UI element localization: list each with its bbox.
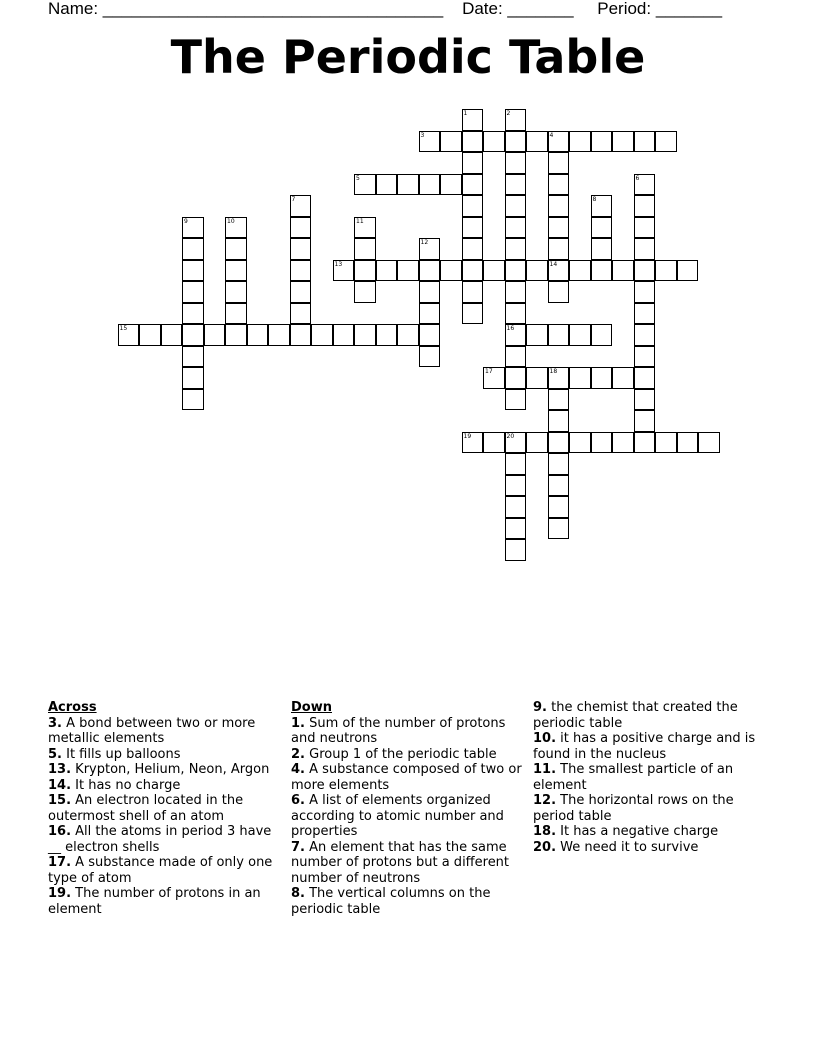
grid-cell[interactable] bbox=[548, 217, 570, 239]
clue-item-text: it has a positive charge and is found in the nucleus bbox=[533, 731, 756, 762]
clue-number: 15 bbox=[119, 325, 128, 332]
page-title: The Periodic Table bbox=[170, 30, 646, 84]
clue-item-text: A substance composed of two or more elements bbox=[291, 762, 522, 793]
grid-cell[interactable] bbox=[569, 432, 591, 454]
clue-item-number: 6. bbox=[291, 793, 305, 808]
clue-item-number: 17. bbox=[48, 855, 72, 870]
grid-cell[interactable] bbox=[419, 260, 441, 282]
grid-cell[interactable] bbox=[612, 260, 634, 282]
grid-cell[interactable] bbox=[462, 281, 484, 303]
grid-cell[interactable] bbox=[698, 432, 720, 454]
grid-cell[interactable] bbox=[526, 324, 548, 346]
clue-item-text: We need it to survive bbox=[556, 839, 699, 855]
clue-item bbox=[533, 700, 763, 731]
grid-cell[interactable] bbox=[548, 475, 570, 497]
clue-item-number: 3. bbox=[48, 715, 62, 731]
grid-cell[interactable] bbox=[591, 238, 613, 260]
clue-item bbox=[291, 762, 527, 793]
grid-cell[interactable] bbox=[333, 324, 355, 346]
across-clues bbox=[48, 700, 273, 917]
clue-number: 11 bbox=[356, 217, 364, 225]
clue-item bbox=[533, 762, 763, 793]
grid-cell[interactable] bbox=[677, 432, 699, 454]
clue-item bbox=[48, 778, 273, 794]
grid-cell[interactable] bbox=[483, 131, 505, 153]
grid-cell[interactable] bbox=[139, 324, 161, 346]
grid-cell[interactable] bbox=[591, 131, 613, 153]
grid-cell[interactable] bbox=[182, 303, 204, 325]
grid-cell[interactable] bbox=[612, 367, 634, 389]
grid-cell[interactable] bbox=[161, 324, 183, 346]
clue-item-text: Krypton, Helium, Neon, Argon bbox=[71, 762, 270, 777]
clue-number: 8 bbox=[592, 196, 597, 203]
clue-item bbox=[533, 793, 763, 824]
clue-item-text: All the atoms in period 3 have __ electron shells bbox=[48, 824, 272, 855]
grid-cell[interactable] bbox=[548, 389, 570, 411]
grid-cell[interactable] bbox=[505, 281, 527, 303]
grid-cell[interactable] bbox=[182, 260, 204, 282]
grid-cell[interactable] bbox=[548, 281, 570, 303]
clue-item bbox=[291, 716, 527, 747]
clue-item-text: the chemist that created the periodic table bbox=[533, 700, 738, 731]
grid-cell[interactable] bbox=[397, 174, 419, 196]
grid-cell[interactable] bbox=[634, 281, 656, 303]
grid-cell[interactable] bbox=[634, 195, 656, 217]
grid-cell[interactable] bbox=[634, 410, 656, 432]
grid-cell[interactable] bbox=[548, 496, 570, 518]
clue-number: 20 bbox=[506, 432, 515, 440]
grid-cell[interactable] bbox=[419, 324, 441, 346]
clue-item bbox=[291, 747, 527, 763]
clue-item-number: 20. bbox=[533, 839, 557, 855]
grid-cell[interactable] bbox=[655, 131, 677, 153]
clue-item-number: 11. bbox=[533, 762, 557, 777]
grid-cell[interactable] bbox=[548, 324, 570, 346]
grid-cell[interactable] bbox=[247, 324, 269, 346]
grid-cell[interactable] bbox=[354, 324, 376, 346]
clue-item bbox=[533, 824, 763, 840]
clue-item bbox=[533, 840, 763, 856]
clue-item-text: It has a negative charge bbox=[556, 824, 719, 839]
grid-cell[interactable] bbox=[505, 389, 527, 411]
grid-cell[interactable] bbox=[225, 238, 247, 260]
grid-cell[interactable] bbox=[354, 260, 376, 282]
grid-cell[interactable] bbox=[591, 217, 613, 239]
clue-item-text: A list of elements organized according to atomic number and properties bbox=[291, 793, 504, 839]
grid-cell[interactable] bbox=[462, 303, 484, 325]
clue-number: 14 bbox=[549, 260, 558, 268]
clue-item bbox=[48, 855, 273, 886]
clue-item bbox=[48, 824, 273, 855]
grid-cell[interactable] bbox=[505, 131, 527, 153]
grid-cell[interactable] bbox=[483, 432, 505, 454]
clue-item bbox=[291, 840, 527, 887]
clue-item-number: 12. bbox=[533, 793, 557, 808]
clue-item-text: The vertical columns on the periodic table bbox=[291, 886, 491, 917]
period-field[interactable]: Period: _______ bbox=[597, 0, 723, 18]
clue-number: 5 bbox=[356, 174, 360, 182]
clue-item-number: 18. bbox=[533, 824, 557, 839]
name-field[interactable]: Name: ____________________________________ bbox=[48, 0, 444, 18]
grid-cell[interactable] bbox=[225, 303, 247, 325]
grid-cell[interactable] bbox=[268, 324, 290, 346]
grid-cell[interactable] bbox=[526, 432, 548, 454]
grid-cell[interactable] bbox=[634, 389, 656, 411]
grid-cell[interactable] bbox=[505, 539, 527, 561]
grid-cell[interactable] bbox=[225, 324, 247, 346]
grid-cell[interactable] bbox=[505, 217, 527, 239]
grid-cell[interactable] bbox=[419, 346, 441, 368]
clue-item bbox=[48, 716, 273, 747]
clue-number: 6 bbox=[635, 174, 640, 182]
clue-number: 10 bbox=[227, 217, 235, 225]
grid-cell[interactable] bbox=[440, 174, 462, 196]
grid-cell[interactable] bbox=[526, 367, 548, 389]
clue-item-number: 8. bbox=[291, 886, 305, 901]
grid-cell[interactable] bbox=[612, 432, 634, 454]
grid-cell[interactable] bbox=[290, 324, 312, 346]
grid-cell[interactable] bbox=[526, 131, 548, 153]
down-clues bbox=[291, 700, 527, 917]
clue-item bbox=[48, 747, 273, 763]
grid-cell[interactable] bbox=[440, 260, 462, 282]
grid-cell[interactable] bbox=[505, 238, 527, 260]
grid-cell[interactable] bbox=[290, 303, 312, 325]
clue-item-text: An element that has the same number of protons but a different number of neutrons bbox=[291, 839, 510, 886]
across-heading: Across bbox=[48, 700, 97, 715]
grid-cell[interactable] bbox=[483, 260, 505, 282]
grid-cell[interactable] bbox=[505, 152, 527, 174]
grid-cell[interactable] bbox=[548, 432, 570, 454]
clue-item-number: 9. bbox=[533, 700, 547, 715]
grid-cell[interactable] bbox=[419, 174, 441, 196]
grid-cell[interactable] bbox=[419, 303, 441, 325]
grid-cell[interactable] bbox=[290, 260, 312, 282]
grid-cell[interactable] bbox=[634, 260, 656, 282]
grid-cell[interactable] bbox=[462, 217, 484, 239]
grid-cell[interactable] bbox=[462, 238, 484, 260]
clue-item-number: 10. bbox=[533, 731, 557, 746]
grid-cell[interactable] bbox=[569, 131, 591, 153]
grid-cell[interactable] bbox=[419, 281, 441, 303]
grid-cell[interactable] bbox=[634, 346, 656, 368]
clue-item bbox=[48, 762, 273, 778]
down-heading: Down bbox=[291, 700, 332, 715]
down-clues-continued bbox=[533, 700, 763, 855]
grid-cell[interactable] bbox=[569, 367, 591, 389]
grid-cell[interactable] bbox=[462, 174, 484, 196]
grid-cell[interactable] bbox=[655, 260, 677, 282]
grid-cell[interactable] bbox=[505, 453, 527, 475]
clue-number: 1 bbox=[463, 110, 468, 117]
clue-item-number: 15. bbox=[48, 793, 72, 808]
clue-number: 17 bbox=[485, 368, 493, 375]
grid-cell[interactable] bbox=[548, 518, 570, 540]
clue-item-number: 2. bbox=[291, 746, 305, 762]
grid-cell[interactable] bbox=[182, 238, 204, 260]
grid-cell[interactable] bbox=[634, 238, 656, 260]
clue-number: 18 bbox=[549, 368, 558, 375]
grid-cell[interactable] bbox=[634, 432, 656, 454]
grid-cell[interactable] bbox=[526, 260, 548, 282]
grid-cell[interactable] bbox=[290, 238, 312, 260]
clue-item-text: It has no charge bbox=[71, 777, 181, 793]
clue-item-text: Group 1 of the periodic table bbox=[304, 746, 497, 762]
grid-cell[interactable] bbox=[505, 475, 527, 497]
grid-cell[interactable] bbox=[225, 281, 247, 303]
grid-cell[interactable] bbox=[591, 260, 613, 282]
grid-cell[interactable] bbox=[311, 324, 333, 346]
grid-cell[interactable] bbox=[376, 324, 398, 346]
grid-cell[interactable] bbox=[397, 324, 419, 346]
grid-cell[interactable] bbox=[634, 367, 656, 389]
clue-number: 16 bbox=[506, 325, 515, 332]
grid-cell[interactable] bbox=[591, 324, 613, 346]
clue-item-text: The smallest particle of an element bbox=[533, 762, 734, 793]
grid-cell[interactable] bbox=[548, 238, 570, 260]
grid-cell[interactable] bbox=[462, 152, 484, 174]
grid-cell[interactable] bbox=[548, 453, 570, 475]
grid-cell[interactable] bbox=[569, 260, 591, 282]
grid-cell[interactable] bbox=[354, 281, 376, 303]
clue-item-number: 19. bbox=[48, 886, 72, 901]
clue-item bbox=[48, 886, 273, 917]
clue-item-text: The horizontal rows on the period table bbox=[533, 793, 734, 824]
clue-number: 7 bbox=[291, 196, 296, 203]
clue-item-number: 16. bbox=[48, 824, 72, 839]
clue-item-number: 13. bbox=[48, 762, 72, 777]
clue-item bbox=[291, 793, 527, 840]
clue-item-number: 7. bbox=[291, 839, 305, 855]
grid-cell[interactable] bbox=[505, 496, 527, 518]
grid-cell[interactable] bbox=[505, 367, 527, 389]
date-field[interactable]: Date: _______ bbox=[462, 0, 574, 18]
clue-number: 4 bbox=[549, 131, 554, 139]
grid-cell[interactable] bbox=[182, 389, 204, 411]
grid-cell[interactable] bbox=[505, 303, 527, 325]
clue-item-number: 4. bbox=[291, 762, 305, 777]
grid-cell[interactable] bbox=[182, 367, 204, 389]
grid-cell[interactable] bbox=[634, 131, 656, 153]
clue-item-text: Sum of the number of protons and neutrons bbox=[291, 715, 506, 746]
grid-cell[interactable] bbox=[548, 152, 570, 174]
grid-cell[interactable] bbox=[290, 281, 312, 303]
grid-cell[interactable] bbox=[182, 281, 204, 303]
clue-item bbox=[291, 886, 527, 917]
grid-cell[interactable] bbox=[505, 174, 527, 196]
grid-cell[interactable] bbox=[505, 260, 527, 282]
clue-item-text: The number of protons in an element bbox=[48, 886, 261, 917]
clue-number: 12 bbox=[420, 239, 429, 246]
clue-item-text: A bond between two or more metallic elements bbox=[48, 715, 256, 746]
grid-cell[interactable] bbox=[634, 303, 656, 325]
grid-cell[interactable] bbox=[462, 260, 484, 282]
grid-cell[interactable] bbox=[505, 346, 527, 368]
grid-cell[interactable] bbox=[569, 324, 591, 346]
grid-cell[interactable] bbox=[354, 238, 376, 260]
clue-number: 9 bbox=[184, 217, 188, 225]
grid-cell[interactable] bbox=[548, 410, 570, 432]
grid-cell[interactable] bbox=[677, 260, 699, 282]
grid-cell[interactable] bbox=[182, 324, 204, 346]
grid-cell[interactable] bbox=[505, 518, 527, 540]
grid-cell[interactable] bbox=[440, 131, 462, 153]
grid-cell[interactable] bbox=[462, 195, 484, 217]
clue-item-text: An electron located in the outermost shell of an atom bbox=[48, 793, 244, 824]
grid-cell[interactable] bbox=[290, 217, 312, 239]
grid-cell[interactable] bbox=[591, 367, 613, 389]
grid-cell[interactable] bbox=[182, 346, 204, 368]
clue-item-number: 14. bbox=[48, 777, 72, 793]
clue-number: 2 bbox=[506, 110, 511, 117]
grid-cell[interactable] bbox=[612, 131, 634, 153]
clue-item-text: A substance made of only one type of atom bbox=[48, 855, 273, 886]
clue-item-text: It fills up balloons bbox=[61, 746, 181, 762]
grid-cell[interactable] bbox=[634, 217, 656, 239]
grid-cell[interactable] bbox=[634, 324, 656, 346]
grid-cell[interactable] bbox=[548, 174, 570, 196]
clue-number: 3 bbox=[420, 131, 425, 139]
grid-cell[interactable] bbox=[376, 260, 398, 282]
grid-cell[interactable] bbox=[505, 195, 527, 217]
grid-cell[interactable] bbox=[591, 432, 613, 454]
clue-item bbox=[533, 731, 763, 762]
grid-cell[interactable] bbox=[204, 324, 226, 346]
grid-cell[interactable] bbox=[376, 174, 398, 196]
clue-number: 13 bbox=[334, 260, 343, 268]
grid-cell[interactable] bbox=[225, 260, 247, 282]
grid-cell[interactable] bbox=[655, 432, 677, 454]
clue-item-number: 1. bbox=[291, 715, 305, 731]
grid-cell[interactable] bbox=[462, 131, 484, 153]
grid-cell[interactable] bbox=[397, 260, 419, 282]
clue-item bbox=[48, 793, 273, 824]
clue-number: 19 bbox=[463, 432, 472, 440]
grid-cell[interactable] bbox=[548, 195, 570, 217]
clue-item-number: 5. bbox=[48, 746, 62, 762]
